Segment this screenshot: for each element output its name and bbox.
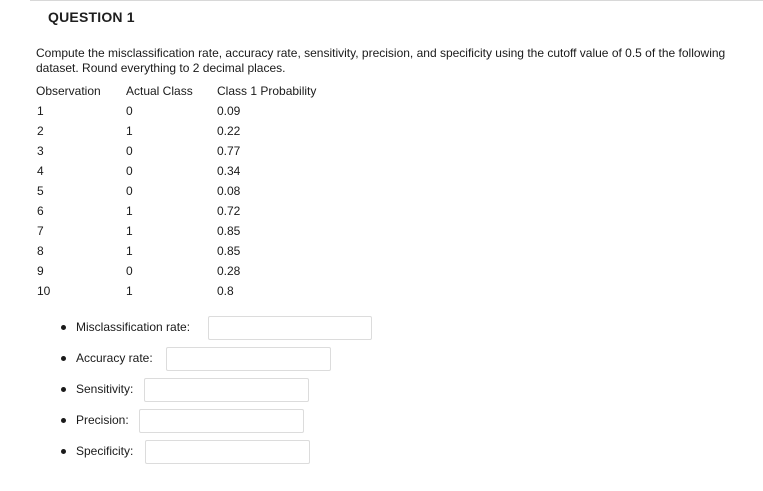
probability-cell: 0.09 xyxy=(217,104,241,118)
header-class1-probability: Class 1 Probability xyxy=(217,84,317,98)
answer-item-sensitivity xyxy=(0,378,763,409)
table-row xyxy=(0,184,400,204)
misclassification-label: Misclassification rate: xyxy=(76,320,191,334)
question-prompt: Compute the misclassification rate, accuracy rate, sensitivity, precision, and specificity using the cutoff value of 0.5 of the following dataset. Round everything to 2 decimal places. xyxy=(36,46,726,75)
probability-cell: 0.34 xyxy=(217,164,241,178)
actual-class-cell: 1 xyxy=(126,124,133,138)
bullet-icon xyxy=(61,325,66,330)
observation-cell: 3 xyxy=(37,144,44,158)
precision-label: Precision: xyxy=(76,413,129,427)
actual-class-cell: 0 xyxy=(126,144,133,158)
observation-cell: 6 xyxy=(37,204,44,218)
specificity-input[interactable] xyxy=(145,440,310,464)
table-row xyxy=(0,124,400,144)
header-actual-class: Actual Class xyxy=(126,84,193,98)
table-row xyxy=(0,204,400,224)
actual-class-cell: 1 xyxy=(126,204,133,218)
table-row xyxy=(0,104,400,124)
observation-cell: 10 xyxy=(37,284,51,298)
table-row xyxy=(0,164,400,184)
header-observation: Observation xyxy=(36,84,101,98)
data-table xyxy=(0,104,400,304)
bullet-icon xyxy=(61,387,66,392)
table-row xyxy=(0,244,400,264)
answer-item-specificity xyxy=(0,440,763,471)
table-row xyxy=(0,224,400,244)
actual-class-cell: 1 xyxy=(126,244,133,258)
table-row xyxy=(0,144,400,164)
precision-input[interactable] xyxy=(139,409,304,433)
actual-class-cell: 0 xyxy=(126,264,133,278)
misclassification-rate-input[interactable] xyxy=(208,316,372,340)
observation-cell: 5 xyxy=(37,184,44,198)
probability-cell: 0.28 xyxy=(217,264,241,278)
observation-cell: 1 xyxy=(37,104,44,118)
accuracy-label: Accuracy rate: xyxy=(76,351,153,365)
actual-class-cell: 0 xyxy=(126,184,133,198)
table-row xyxy=(0,284,400,304)
actual-class-cell: 1 xyxy=(126,284,133,298)
sensitivity-input[interactable] xyxy=(144,378,309,402)
probability-cell: 0.72 xyxy=(217,204,241,218)
bullet-icon xyxy=(61,418,66,423)
table-row xyxy=(0,264,400,284)
probability-cell: 0.22 xyxy=(217,124,241,138)
answer-item-accuracy xyxy=(0,347,763,378)
probability-cell: 0.85 xyxy=(217,224,241,238)
probability-cell: 0.85 xyxy=(217,244,241,258)
bullet-icon xyxy=(61,356,66,361)
actual-class-cell: 1 xyxy=(126,224,133,238)
sensitivity-label: Sensitivity: xyxy=(76,382,134,396)
top-divider xyxy=(30,0,763,1)
probability-cell: 0.8 xyxy=(217,284,234,298)
answer-item-precision xyxy=(0,409,763,440)
bullet-icon xyxy=(61,449,66,454)
observation-cell: 8 xyxy=(37,244,44,258)
observation-cell: 9 xyxy=(37,264,44,278)
observation-cell: 7 xyxy=(37,224,44,238)
answer-list xyxy=(0,316,763,471)
actual-class-cell: 0 xyxy=(126,164,133,178)
observation-cell: 4 xyxy=(37,164,44,178)
probability-cell: 0.08 xyxy=(217,184,241,198)
accuracy-rate-input[interactable] xyxy=(166,347,331,371)
probability-cell: 0.77 xyxy=(217,144,241,158)
answer-item-misclassification xyxy=(0,316,763,347)
actual-class-cell: 0 xyxy=(126,104,133,118)
question-heading: QUESTION 1 xyxy=(48,9,135,25)
specificity-label: Specificity: xyxy=(76,444,134,458)
observation-cell: 2 xyxy=(37,124,44,138)
